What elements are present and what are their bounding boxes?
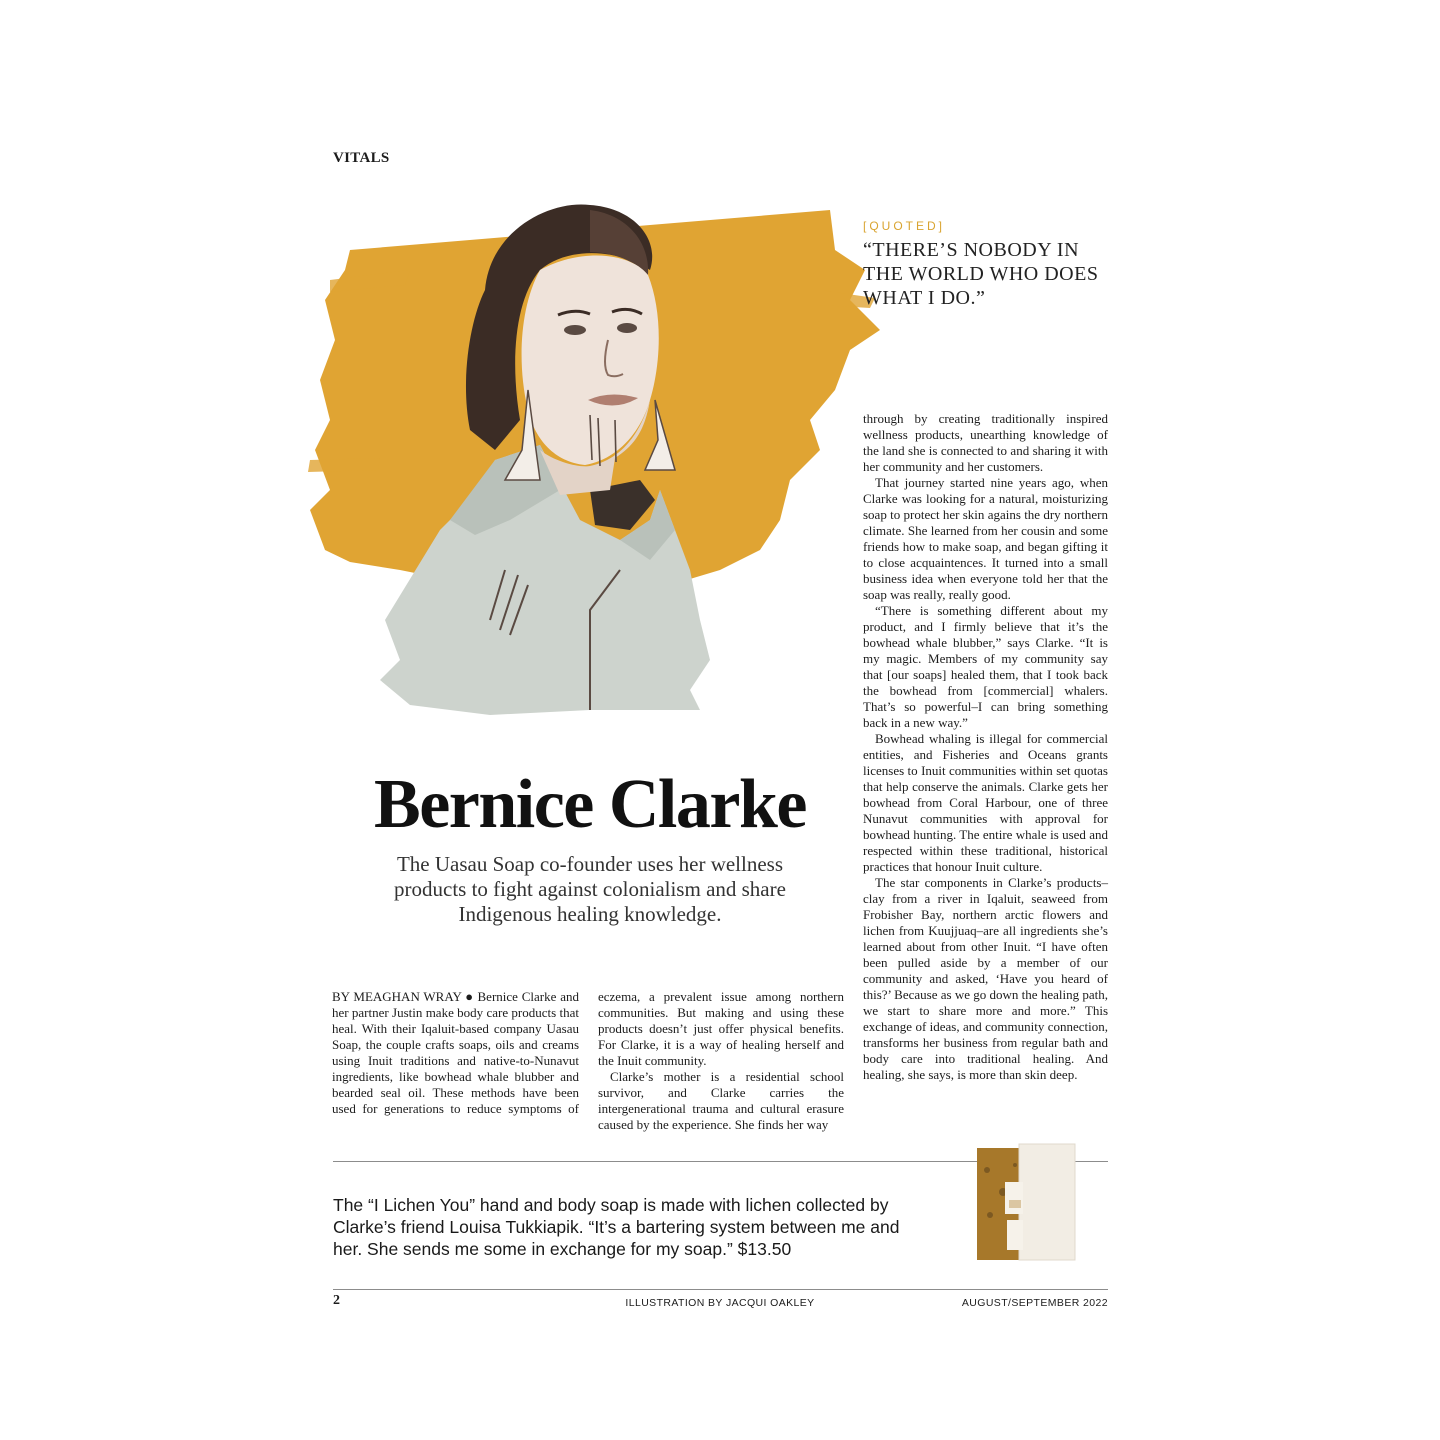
article-dek: The Uasau Soap co-founder uses her wellness products to fight against colonialism and share Indigenous healing knowledge. <box>394 852 786 926</box>
body-paragraph: Clarke’s mother is a residential school survivor, and Clarke carries the intergenerational trauma and cultural erasure caused by the experience. She finds her way <box>598 1069 844 1132</box>
soap-bar-image <box>975 1140 1080 1262</box>
footer-rule <box>333 1289 1108 1290</box>
body-paragraph: Bowhead whaling is illegal for commercial entities, and Fisheries and Oceans grants licenses to Inuit communities within set quotas that help conserve the animals. Clarke gets her bowhead from Coral Harbour, one of three Nunavut communities with approval for bowhead hunting. The entire whale is used and respected within these traditional, historical practices that honour Inuit culture. <box>863 731 1108 874</box>
body-paragraph: BY MEAGHAN WRAY ● Bernice Clarke and her partner Justin make body care products that heal. With their Iqaluit-based company Uasau Soap, the couple crafts soaps, oils and creams using Inuit traditions and native-to-Nunavut ingredients, like bowhead whale blubber and bearded seal oil. These methods have been used for generations to reduce symptoms of <box>332 989 579 1116</box>
body-column-1 <box>332 989 579 1117</box>
body-column-3 <box>863 411 1108 1083</box>
pull-quote-text: “THERE’S NOBODY IN THE WORLD WHO DOES WHAT I DO.” <box>863 239 1099 309</box>
page-number: 2 <box>333 1293 340 1308</box>
article-headline: Bernice Clarke <box>374 766 806 843</box>
body-paragraph: “There is something different about my product, and I firmly believe that it’s the bowhead whale blubber,” says Clarke. “It is my magic. Members of my community say that [our soaps] healed them, that I took back the bowhead from [commercial] whalers. That’s so powerful–I can bring something back in a new way.” <box>863 603 1108 730</box>
section-label: VITALS <box>333 150 390 166</box>
issue-date: AUGUST/SEPTEMBER 2022 <box>961 1297 1108 1309</box>
body-column-2 <box>598 989 844 1133</box>
body-paragraph: The star components in Clarke’s products–clay from a river in Iqaluit, seaweed from Frobisher Bay, northern arctic flowers and lichen from Kuujjuaq–are all ingredients she’s learned about from other Inuit. “I have often been pulled aside by a member of our community and asked, ‘Have you heard of this?’ Because as we go down the healing path, we start to share more and more.” This exchange of ideas, and community connection, transforms her business from regular bath and body care into traditional healing. And healing, she says, is more than skin deep. <box>863 875 1108 1082</box>
product-caption: The “I Lichen You” hand and body soap is made with lichen collected by Clarke’s friend Louisa Tukkiapik. “It’s a bartering system between me and her. She sends me some in exchange for my soap.” $13.50 <box>333 1195 900 1259</box>
body-paragraph: eczema, a prevalent issue among northern communities. But making and using these products doesn’t just offer physical benefits. For Clarke, it is a way of healing herself and the Inuit community. <box>598 989 844 1068</box>
body-paragraph: through by creating traditionally inspired wellness products, unearthing knowledge of the land she is connected to and sharing it with her community and her customers. <box>863 411 1108 474</box>
body-paragraph: That journey started nine years ago, when Clarke was looking for a natural, moisturizing soap to protect her skin agains the dry northern climate. She learned from her cousin and some friends how to make soap, and began gifting it to close acquaintences. It turned into a small business idea when everyone told her that the soap was really, really good. <box>863 475 1108 602</box>
illustration-credit: ILLUSTRATION BY JACQUI OAKLEY <box>625 1297 815 1309</box>
pull-quote-tag: [QUOTED] <box>863 219 946 233</box>
portrait-illustration <box>290 190 890 750</box>
